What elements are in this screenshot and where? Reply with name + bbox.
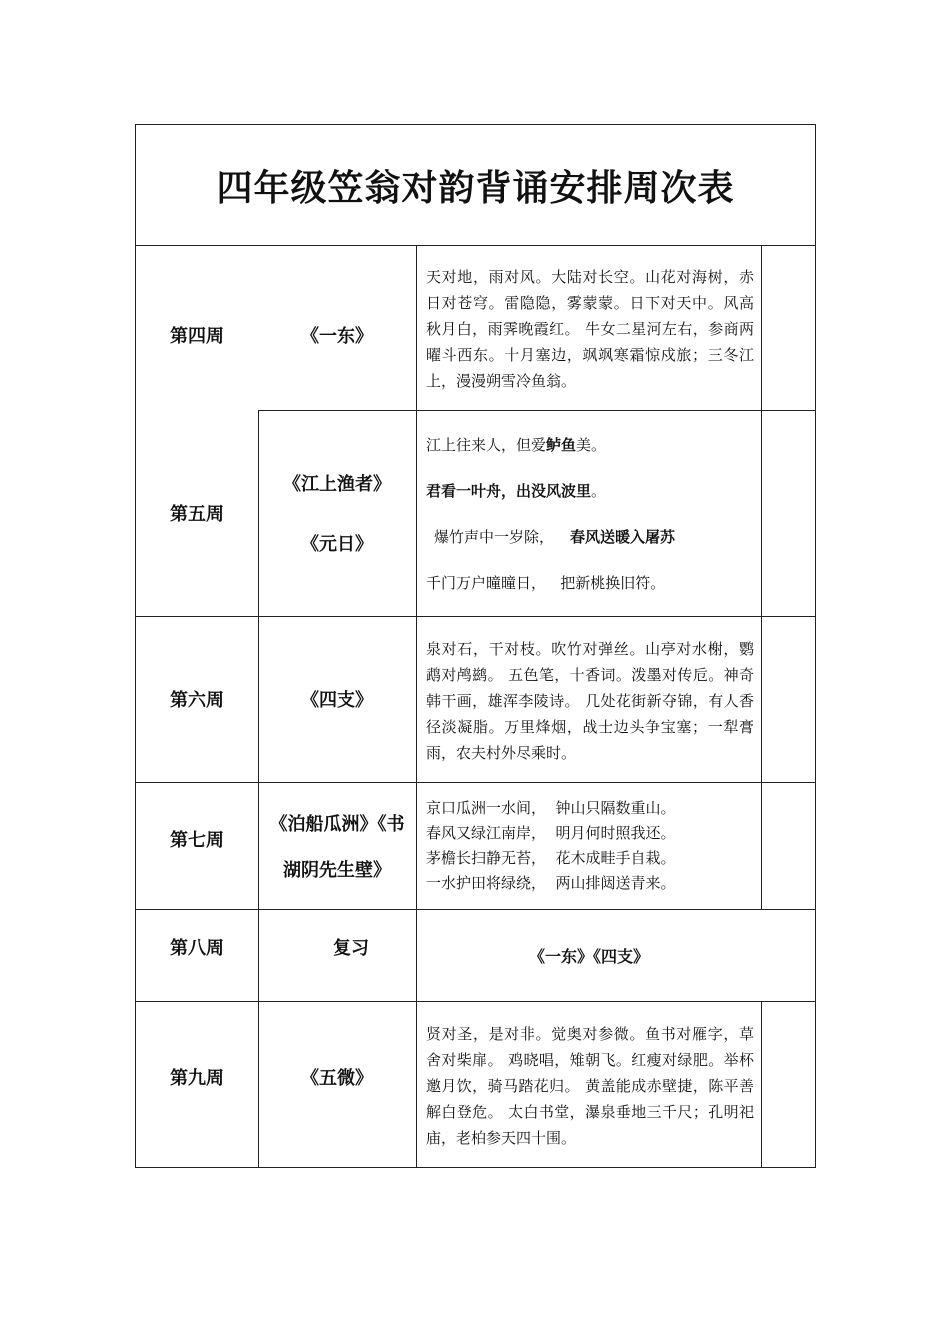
poem-text: 爆竹声中一岁除， [434,528,555,546]
piece-title: 《元日》 [301,534,373,555]
piece-title: 《一东》 [301,326,373,347]
column-rule [761,245,762,909]
page-title: 四年级笠翁对韵背诵安排周次表 [216,167,735,209]
piece-title: 湖阴先生壁》 [283,859,391,881]
recitation-text: 天对地，雨对风。大陆对长空。山花对海树，赤日对苍穹。雷隐隐，雾蒙蒙。日下对天中。风高秋月白，雨霁晚霞红。 牛女二星河左右，参商两曜斗西东。十月塞边，飒飒寒霜惊戍旅；三冬江上，漫漫朔雪冷鱼翁。 [426,268,754,390]
poem-line: 京口瓜洲一水间， 钟山只隔数重山。 [426,799,676,817]
poem-line: 春风又绿江南岸， 明月何时照我还。 [426,824,676,842]
review-text: 《一东》《四支》 [528,946,649,966]
poem-block [426,796,754,896]
poem-text: 美。 [576,436,607,454]
week-label: 第六周 [170,690,224,711]
poem-text-bold: 春风送暖入屠苏 [570,528,676,546]
piece-title-group [258,782,416,909]
piece-title: 《江上渔者》 [283,474,391,495]
week-label: 第七周 [170,830,224,851]
recitation-text: 泉对石，干对枝。吹竹对弹丝。山亭对水榭，鹦鹉对鸬鹚。 五色笔，十香词。泼墨对传卮。神奇韩干画，雄浑李陵诗。 几处花街新夺锦，有人香径淡凝脂。万里烽烟，战士边头争宝塞；一犁膏雨，农夫村外尽乘时。 [426,640,754,762]
poem-line: 茅檐长扫静无苔， 花木成畦手自栽。 [426,849,676,867]
poem-text-bold: 鲈鱼 [546,436,577,454]
week-label: 第九周 [170,1068,224,1089]
piece-title: 复习 [333,938,369,959]
piece-title: 《四支》 [301,690,373,711]
poem-line: 一水护田将绿绕， 两山排闼送青来。 [426,874,676,892]
week-label: 第四周 [170,326,224,347]
column-rule [761,1001,762,1168]
column-rule [416,245,417,1168]
piece-title: 《泊船瓜洲》《书 [269,813,405,835]
poem-text-bold: 君看一叶舟，出没风波里 [426,482,592,500]
week-label: 第八周 [170,938,224,959]
poem-line [426,524,754,550]
piece-title-group [258,410,416,616]
table-border-right [815,124,816,1168]
poem-line [426,478,754,504]
recitation-text: 贤对圣，是对非。觉奥对参微。鱼书对雁字，草舍对柴扉。 鸡晓唱，雉朝飞。红瘦对绿肥。举杯邀月饮，骑马踏花归。 黄盖能成赤壁捷，陈平善解白登危。 太白书堂，瀑泉垂地三千尺；孔明祀庙，老柏参天四十围。 [426,1025,754,1147]
poem-block [426,432,754,596]
poem-text: 江上往来人，但爱 [426,436,547,454]
table-border-bottom [135,1167,816,1168]
week-label-text: 第五周 [170,504,224,525]
piece-title: 《五微》 [301,1068,373,1089]
poem-line: 千门万户曈曈日， 把新桃换旧符。 [426,574,666,592]
week-label [136,410,258,616]
poem-line [426,432,754,458]
poem-text: 。 [591,482,607,500]
